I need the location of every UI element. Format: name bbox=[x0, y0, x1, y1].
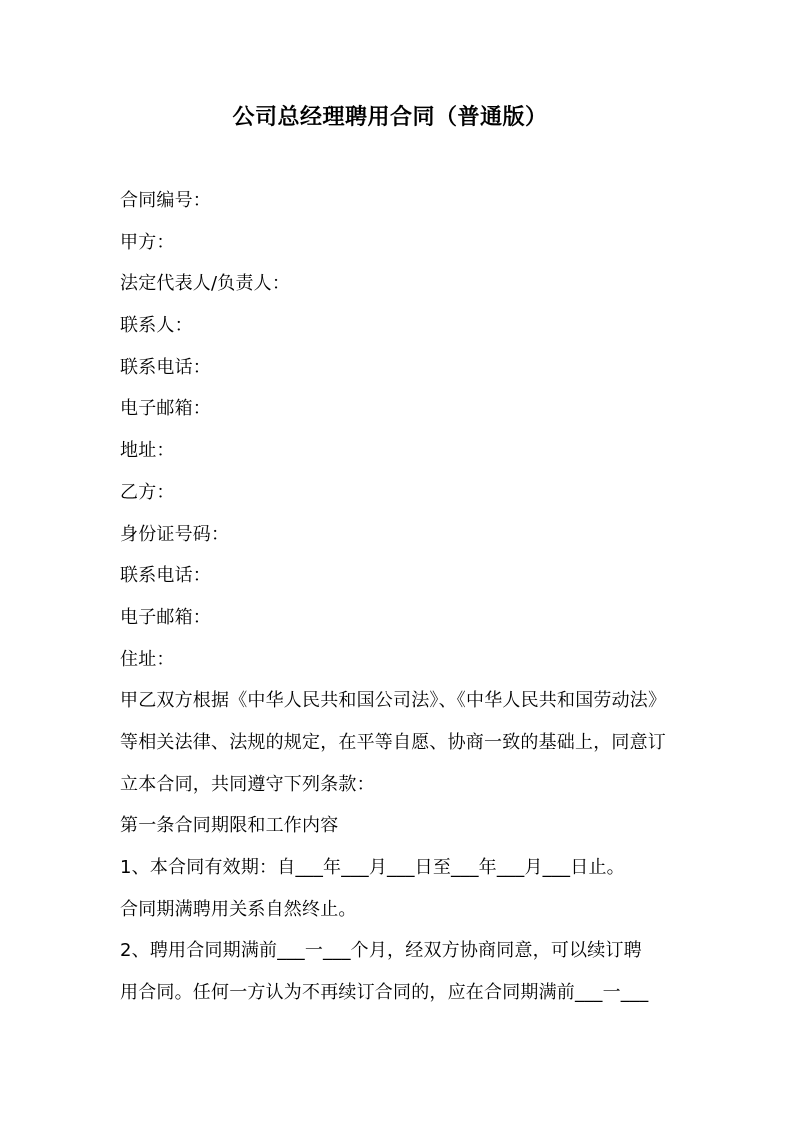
field-contact-person: 联系人： bbox=[120, 315, 193, 337]
paragraph-line: 甲乙双方根据《中华人民共和国公司法》、《中华人民共和国劳动法》 bbox=[120, 690, 667, 712]
field-party-b-residence: 住址： bbox=[120, 648, 175, 670]
field-party-a: 甲方： bbox=[120, 231, 175, 253]
article-heading: 第一条合同期限和工作内容 bbox=[120, 815, 339, 837]
field-party-b-email: 电子邮箱： bbox=[120, 606, 211, 628]
clause-line: 用合同。任何一方认为不再续订合同的，应在合同期满前___一___ bbox=[120, 982, 649, 1004]
clause-line: 1、本合同有效期：自___年___月___日至___年___月___日止。 bbox=[120, 857, 625, 878]
field-party-a-phone: 联系电话： bbox=[120, 356, 211, 378]
field-legal-representative: 法定代表人/负责人： bbox=[120, 273, 291, 295]
field-party-a-email: 电子邮箱： bbox=[120, 398, 211, 420]
clause-line: 2、聘用合同期满前___一___个月，经双方协商同意，可以续订聘 bbox=[120, 940, 642, 962]
field-party-b: 乙方： bbox=[120, 481, 175, 503]
field-party-b-phone: 联系电话： bbox=[120, 565, 211, 587]
field-party-a-address: 地址： bbox=[120, 440, 175, 462]
paragraph-line: 立本合同，共同遵守下列条款： bbox=[120, 773, 375, 795]
field-contract-number: 合同编号： bbox=[120, 190, 211, 211]
document-title: 公司总经理聘用合同（普通版） bbox=[232, 105, 548, 130]
document-body bbox=[120, 180, 680, 1014]
clause-line: 合同期满聘用关系自然终止。 bbox=[120, 898, 357, 920]
field-id-number: 身份证号码： bbox=[120, 523, 230, 545]
paragraph-line: 等相关法律、法规的规定，在平等自愿、协商一致的基础上，同意订 bbox=[120, 731, 666, 753]
